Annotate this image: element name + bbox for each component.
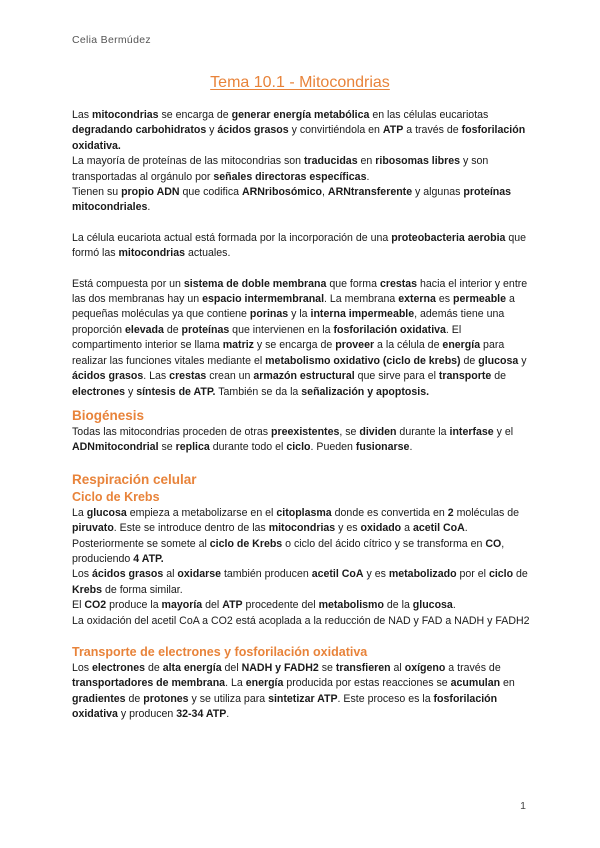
bold-term: ácidos grasos [92, 568, 164, 581]
bold-term: citoplasma [276, 506, 332, 519]
text-run: Posteriormente se somete al [72, 537, 210, 550]
bold-term: glucosa [412, 599, 453, 612]
bold-term: ATP [222, 599, 243, 612]
text-run: procedente del [242, 599, 319, 612]
bold-term: sistema de doble membrana [183, 277, 327, 290]
text-run: moléculas de [453, 506, 520, 519]
bold-term: piruvato [72, 522, 114, 535]
bold-term: metabolismo [318, 599, 384, 612]
text-run: , [322, 186, 328, 199]
bold-term: transportadores de membrana [72, 677, 226, 690]
text-run: . El compartimento interior se llama [72, 323, 462, 352]
text-run: a través de [445, 661, 501, 674]
paragraph [72, 231, 532, 262]
text-run: empieza a metabolizarse en el [126, 506, 277, 519]
paragraph [72, 598, 532, 613]
bold-term: crestas [169, 370, 207, 383]
text-run: de [460, 354, 479, 367]
bold-term: mitocondrias [118, 247, 186, 260]
bold-term: 32-34 ATP [176, 708, 227, 721]
text-run: a pequeñas moléculas ya que contiene [72, 293, 515, 321]
bold-term: fosforilación oxidativa [333, 323, 446, 336]
text-run: Todas las mitocondrias proceden de otras [72, 425, 272, 438]
page-title: Tema 10.1 - Mitocondrias [210, 74, 390, 91]
bold-term: NADH y FADH2 [241, 661, 319, 674]
text-run: al [163, 568, 178, 581]
bold-term: electrones [72, 385, 125, 398]
text-run: y es [335, 522, 361, 535]
paragraph [72, 537, 532, 568]
bold-term: CO2 [84, 599, 107, 612]
text-run: y es [363, 568, 389, 581]
text-run: se [318, 661, 336, 674]
krebs-heading: Ciclo de Krebs [72, 489, 160, 504]
bold-term: energía [245, 677, 284, 690]
text-run: También se da la [215, 385, 302, 398]
text-run: de forma similar. [102, 583, 183, 596]
bold-term: glucosa [86, 506, 127, 519]
text-run: de [145, 661, 163, 674]
bold-term: 4 ATP. [133, 552, 164, 565]
text-run: . [366, 170, 370, 183]
bold-term: transporte [438, 370, 492, 383]
text-run: de [513, 568, 528, 581]
bold-term: mitocondrias [92, 109, 159, 121]
bold-term: interfase [449, 425, 494, 438]
text-run: actuales. [185, 247, 231, 260]
text-run: que codifica [179, 186, 242, 199]
text-run: . Este se introduce dentro de las [113, 522, 269, 535]
bold-term: mitocondrias [268, 522, 336, 535]
text-run: que formó las [72, 231, 527, 260]
text-run: de la [383, 599, 413, 612]
bold-term: energía [442, 339, 481, 352]
paragraph [72, 506, 532, 537]
text-run: . [452, 599, 456, 612]
bold-term: 2 [447, 506, 454, 519]
bold-term: interna impermeable [310, 308, 415, 321]
transport-heading: Transporte de electrones y fosforilación oxidativa [72, 644, 368, 659]
text-run: , además tiene una proporción [72, 308, 505, 336]
text-run: . La membrana [324, 293, 399, 306]
text-run: y producen [117, 708, 177, 721]
paragraph [72, 185, 532, 216]
bold-term: proveer [335, 339, 375, 352]
text-run: y [518, 354, 527, 367]
structure-section [72, 277, 532, 400]
text-run: y convirtiéndola en [288, 124, 383, 137]
bold-term: fosforilación oxidativa [72, 692, 498, 721]
bold-term: proteínas mitocondriales [72, 186, 512, 214]
text-run: . Pueden [310, 441, 356, 454]
text-run: Los [72, 661, 93, 674]
paragraph [72, 614, 532, 629]
bold-term: gradientes [72, 692, 126, 705]
bold-term: matriz [222, 339, 254, 352]
text-run: a [401, 522, 413, 535]
bold-term: proteobacteria aerobia [391, 231, 506, 244]
text-run: del [202, 599, 223, 612]
bold-term: degradando carbohidratos [72, 124, 207, 137]
text-run: y la [288, 308, 311, 321]
bold-term: ácidos grasos [72, 370, 144, 383]
text-run: en las células eucariotas [369, 109, 489, 121]
text-run: El [72, 599, 85, 612]
text-run: al [390, 661, 405, 674]
bold-term: espacio intermembranal [202, 293, 325, 306]
bold-term: crestas [379, 277, 418, 290]
bold-term: fusionarse [355, 441, 410, 454]
transport-section [72, 661, 532, 723]
text-run: hacia el interior y entre las dos membranas hay un [72, 277, 528, 306]
bold-term: fosforilación oxidativa. [72, 124, 526, 152]
paragraph [72, 154, 532, 185]
text-run: y el [493, 425, 514, 438]
bold-term: electrones [92, 661, 146, 674]
bold-term: ribosomas libres [375, 155, 461, 168]
text-run: . [409, 441, 413, 454]
text-run: y [125, 385, 137, 398]
bold-term: ciclo [286, 441, 311, 454]
bold-term: protones [143, 692, 189, 705]
text-run: La célula eucariota actual está formada por la incorporación de una [72, 231, 392, 244]
text-run: es [435, 293, 453, 306]
krebs-section [72, 506, 532, 629]
bold-term: ARNtransferente [327, 186, 413, 199]
text-run: durante todo el [209, 441, 287, 454]
text-run: también producen [221, 568, 312, 581]
text-run: . Este proceso es la [337, 692, 434, 705]
bold-term: ATP [382, 124, 404, 137]
text-run: Está compuesta por un [72, 277, 184, 290]
text-run: en [500, 677, 515, 690]
text-run: , produciendo [72, 537, 505, 565]
text-run: de [125, 692, 144, 705]
bold-term: porinas [249, 308, 289, 321]
text-run: . Las [143, 370, 170, 383]
bold-term: armazón estructural [253, 370, 355, 383]
text-run: durante la [396, 425, 450, 438]
bold-term: propio ADN [121, 186, 180, 199]
text-run: . [226, 708, 230, 721]
text-run: producida por estas reacciones se [283, 677, 451, 690]
paragraph [72, 661, 532, 723]
bold-term: proteínas [181, 323, 230, 336]
bold-term: acetil CoA [412, 522, 465, 535]
text-run: por el [456, 568, 489, 581]
text-run: y algunas [412, 186, 464, 199]
text-run: y [206, 124, 218, 137]
bold-term: ácidos grasos [217, 124, 289, 137]
text-run: o ciclo del ácido cítrico y se transforma en [282, 537, 486, 550]
text-run: que intervienen en la [229, 323, 334, 336]
text-run: y se encarga de [253, 339, 336, 352]
bold-term: Krebs [72, 583, 103, 596]
bold-term: permeable [453, 293, 506, 306]
bold-term: transfieren [335, 661, 391, 674]
page-number: 1 [520, 800, 526, 812]
bold-term: CO [485, 537, 502, 550]
document-body [72, 108, 532, 723]
text-run: de [491, 370, 507, 383]
biogenesis-section [72, 425, 532, 456]
bold-term: oxígeno [404, 661, 446, 674]
bold-term: dividen [359, 425, 397, 438]
text-run: Los [72, 568, 93, 581]
text-run: . La [225, 677, 246, 690]
paragraph [72, 108, 532, 154]
bold-term: traducidas [304, 155, 358, 168]
bold-term: preexistentes [271, 425, 340, 438]
paragraph [72, 425, 532, 456]
text-run: y son transportadas al orgánulo por [72, 155, 489, 183]
text-run: y se utiliza para [188, 692, 269, 705]
text-run: a la célula de [374, 339, 443, 352]
text-run: . [147, 201, 151, 214]
text-run: crean un [206, 370, 254, 383]
biogenesis-heading: Biogénesis [72, 407, 145, 423]
text-run: La [72, 506, 87, 519]
bold-term: ADNmitocondrial [72, 441, 159, 454]
text-run: que sirve para el [354, 370, 439, 383]
text-run: Tienen su [72, 186, 122, 199]
author-header: Celia Bermúdez [72, 34, 151, 46]
bold-term: metabolizado [388, 568, 457, 581]
origin-section [72, 231, 532, 262]
text-run: Las [72, 109, 93, 121]
paragraph [72, 277, 532, 400]
paragraph [72, 567, 532, 598]
text-run: produce la [106, 599, 162, 612]
bold-term: sintetizar ATP [268, 692, 338, 705]
text-run: , se [339, 425, 360, 438]
text-run: a través de [403, 124, 462, 137]
bold-term: ciclo de Krebs [209, 537, 283, 550]
bold-term: oxidarse [177, 568, 221, 581]
text-run: se [158, 441, 176, 454]
text-run: en [357, 155, 376, 168]
bold-term: señalización y apoptosis. [301, 385, 430, 398]
text-run: . [464, 522, 468, 535]
bold-term: metabolismo oxidativo (ciclo de krebs) [265, 354, 461, 367]
bold-term: acumulan [450, 677, 501, 690]
respiration-heading: Respiración celular [72, 471, 197, 487]
bold-term: oxidado [360, 522, 402, 535]
bold-term: señales directoras específicas [213, 170, 367, 183]
bold-term: ciclo [488, 568, 514, 581]
bold-term: síntesis de ATP. [136, 385, 216, 398]
text-run: donde es convertida en [331, 506, 448, 519]
text-run: para realizar las funciones vitales mediante el [72, 339, 505, 367]
text-run: La oxidación del acetil CoA a CO2 está acoplada a la reducción de NAD y FAD a NADH y FADH2 [72, 614, 530, 627]
bold-term: alta energía [162, 661, 222, 674]
text-run: se encarga de [158, 109, 232, 121]
text-run: que forma [326, 277, 380, 290]
bold-term: mayoría [161, 599, 203, 612]
bold-term: externa [398, 293, 436, 306]
text-run: La mayoría de proteínas de las mitocondrias son [72, 155, 305, 168]
bold-term: generar energía metabólica [231, 109, 370, 121]
text-run: de [163, 323, 182, 336]
text-run: del [221, 661, 242, 674]
bold-term: elevada [125, 323, 164, 336]
intro-section [72, 108, 532, 216]
bold-term: replica [175, 441, 210, 454]
bold-term: glucosa [478, 354, 519, 367]
bold-term: acetil CoA [311, 568, 364, 581]
bold-term: ARNribosómico [241, 186, 323, 199]
